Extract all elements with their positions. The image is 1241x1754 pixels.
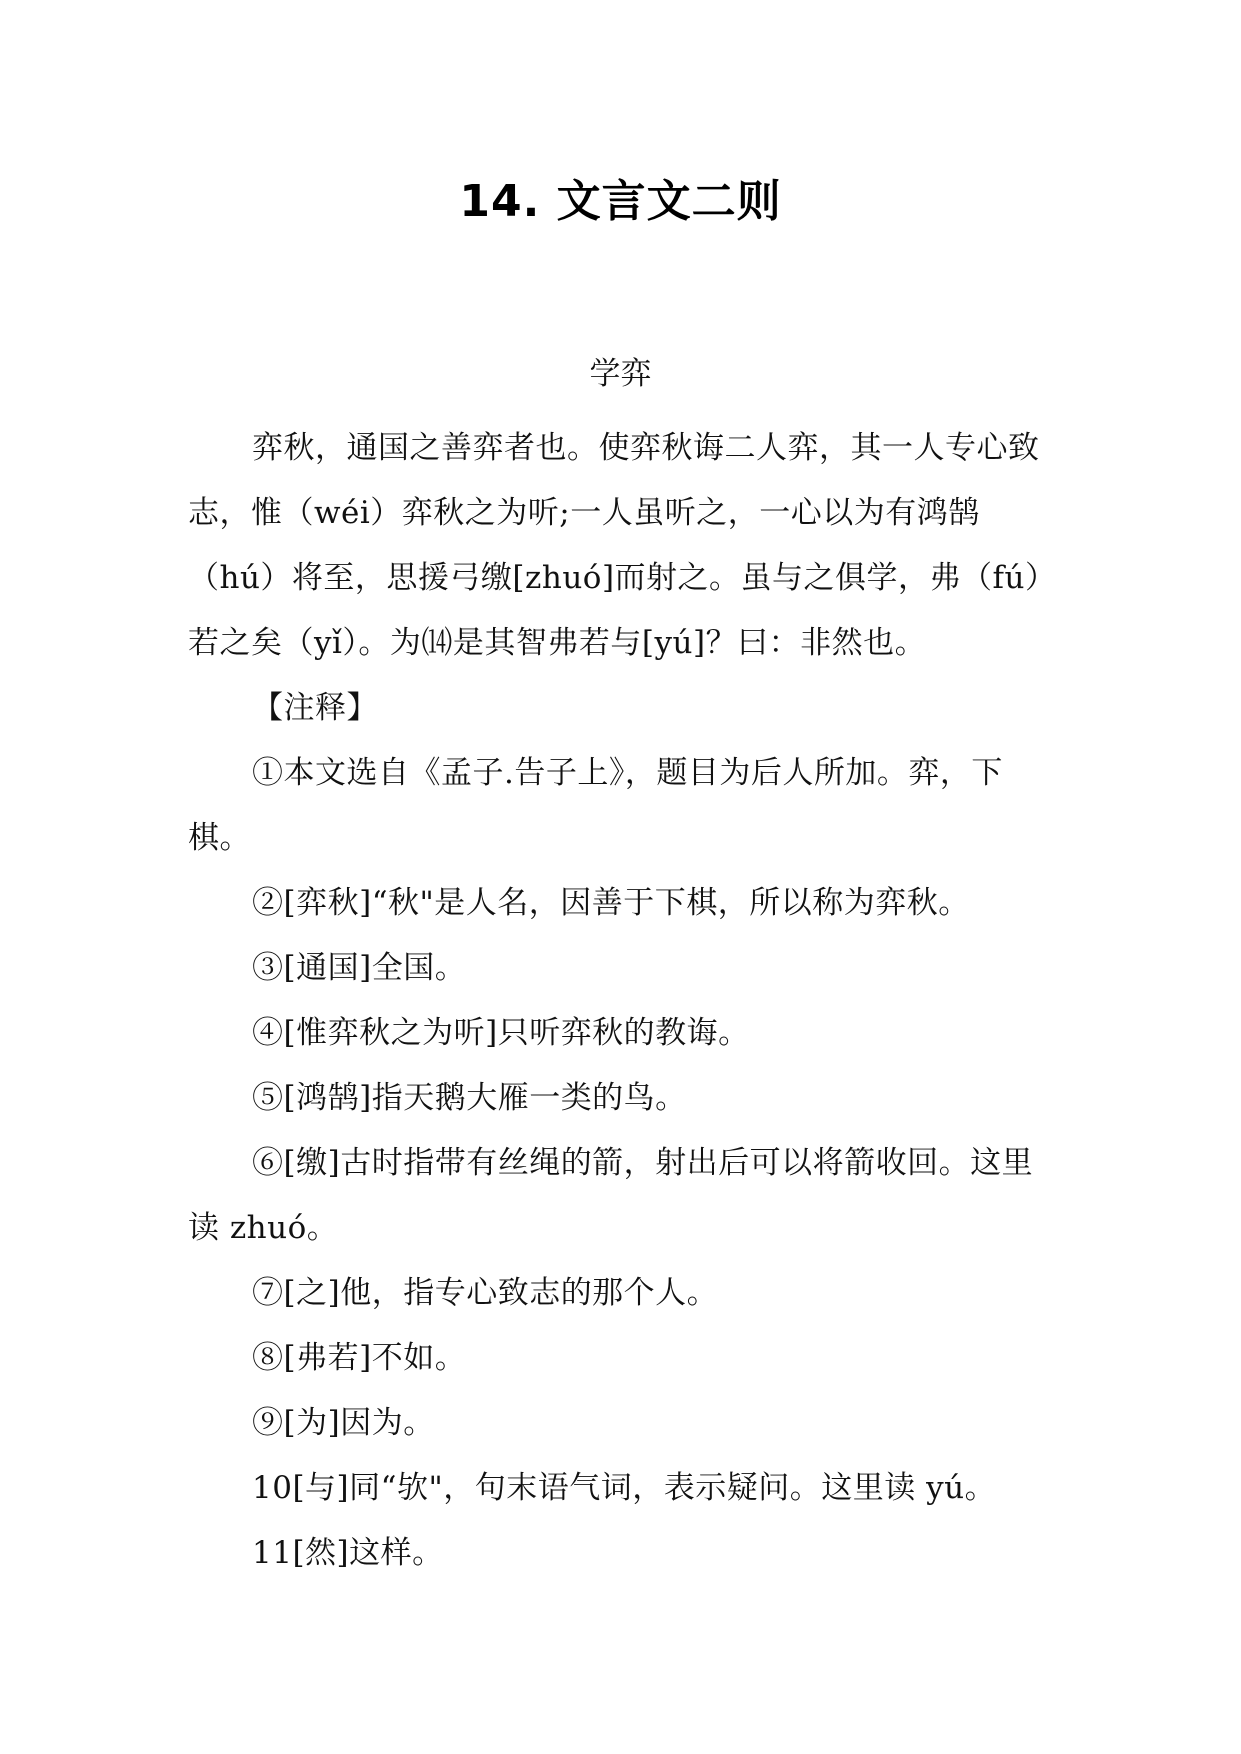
note-item: ②[弈秋]“秋"是人名，因善于下棋，所以称为弈秋。 (252, 885, 970, 921)
document-body (188, 416, 1056, 1586)
note-item: ⑨[为]因为。 (252, 1405, 435, 1441)
passage-paragraph: 弈秋，通国之善弈者也。使弈秋诲二人弈，其一人专心致志，惟（wéi）弈秋之为听;一人虽听之，一心以为有鸿鹄（hú）将至，思援弓缴[zhuó]而射之。虽与之俱学，弗（fú）若之矣（yǐ）。为⒁是其智弗若与[yú]？曰：非然也。 (188, 430, 1041, 661)
note-item: 10[与]同“欤"，句末语气词，表示疑问。这里读 yú。 (252, 1470, 997, 1506)
note-item: ⑧[弗若]不如。 (252, 1340, 467, 1376)
notes-heading: 【注释】 (252, 690, 378, 726)
section-title: 学弈 (589, 356, 652, 392)
note-item: ⑤[鸿鹄]指天鹅大雁一类的鸟。 (252, 1080, 687, 1116)
note-item: ③[通国]全国。 (252, 950, 467, 986)
note-item: ①本文选自《孟子.告子上》，题目为后人所加。弈，下棋。 (188, 755, 1003, 856)
note-item: ④[惟弈秋之为听]只听弈秋的教诲。 (252, 1015, 750, 1051)
document-title: 14. 文言文二则 (459, 176, 782, 227)
note-item: 11[然]这样。 (252, 1535, 444, 1571)
note-item: ⑥[缴]古时指带有丝绳的箭，射出后可以将箭收回。这里读 zhuó。 (188, 1145, 1034, 1246)
note-item: ⑦[之]他，指专心致志的那个人。 (252, 1275, 719, 1311)
